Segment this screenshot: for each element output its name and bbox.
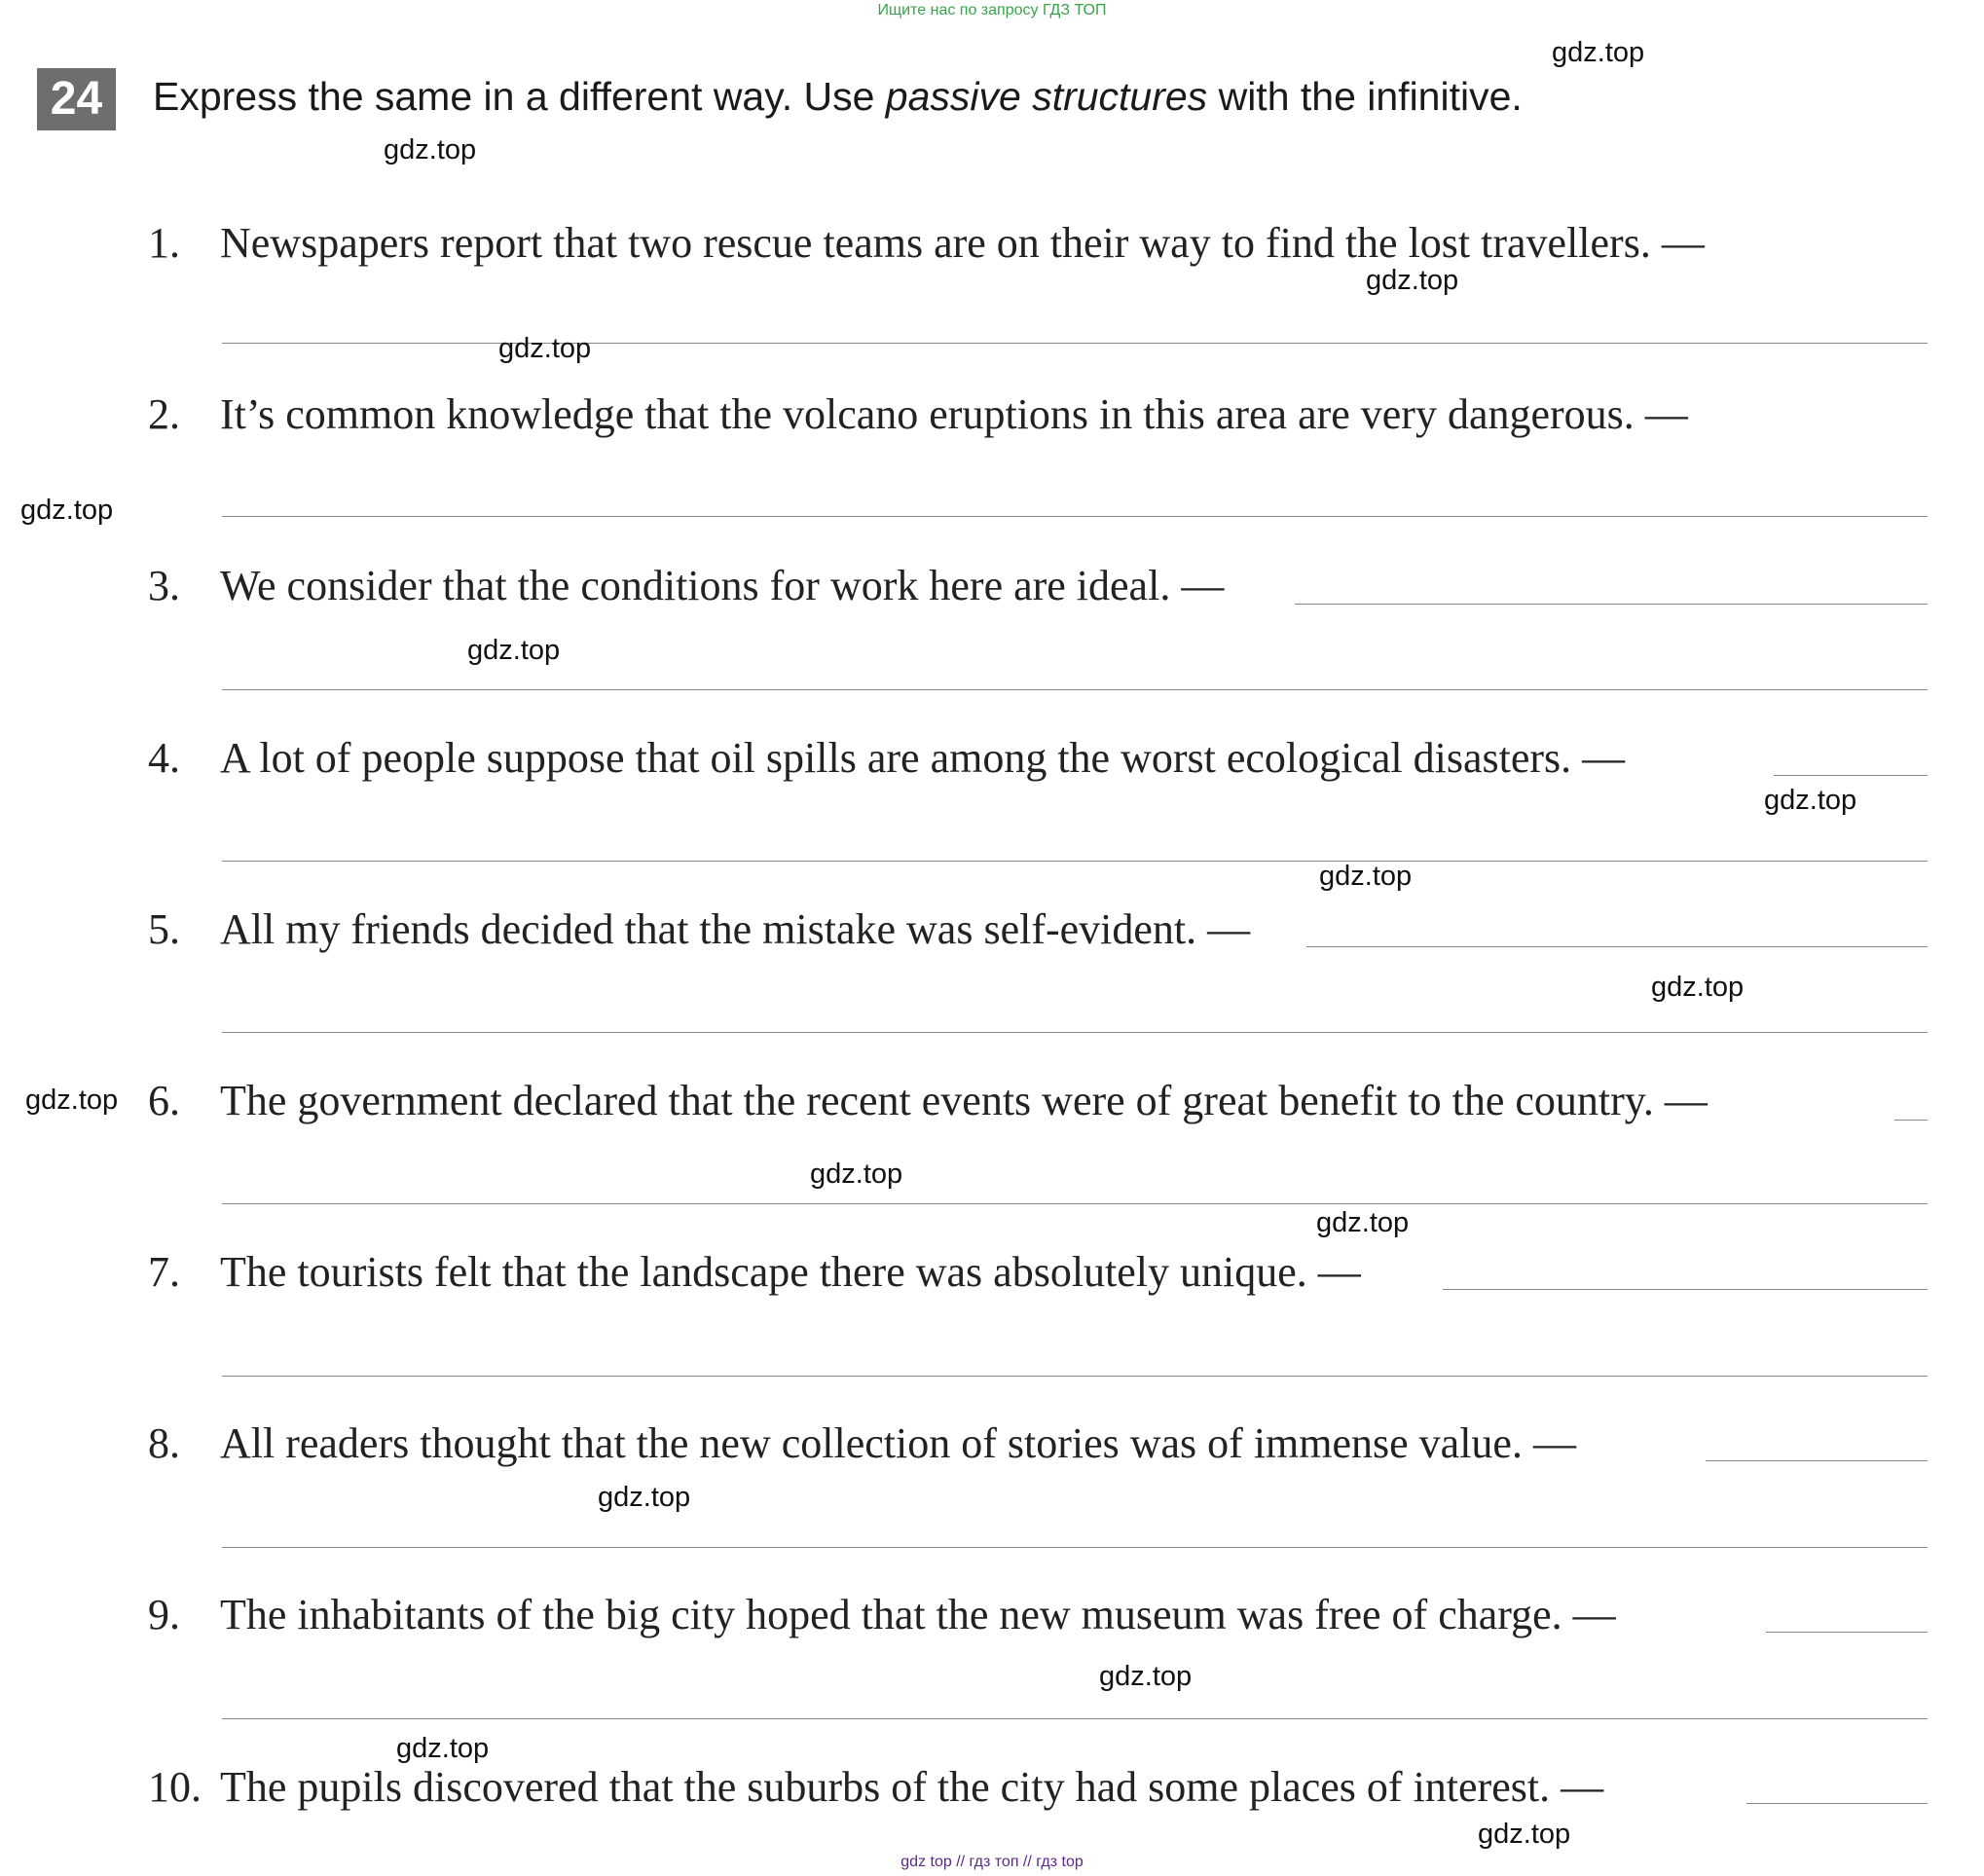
instruction-text-start: Express the same in a different way. Use [153, 74, 886, 119]
answer-line[interactable] [222, 516, 1928, 517]
item-number: 3. [148, 562, 180, 609]
answer-line[interactable] [222, 689, 1928, 690]
item-sentence: The inhabitants of the big city hoped that the new museum was free of charge. — [220, 1591, 1616, 1638]
answer-line[interactable] [222, 1032, 1928, 1033]
item-number: 7. [148, 1248, 180, 1296]
watermark: gdz.top [467, 635, 561, 666]
instruction-text-end: with the infinitive. [1207, 74, 1523, 119]
item-number: 9. [148, 1591, 180, 1638]
item-number: 2. [148, 390, 180, 438]
item-number: 8. [148, 1419, 180, 1467]
answer-line[interactable] [222, 861, 1928, 862]
answer-line-inline[interactable] [1443, 1289, 1928, 1290]
watermark: gdz.top [1366, 265, 1459, 296]
item-sentence: The government declared that the recent events were of great benefit to the country. — [220, 1077, 1708, 1124]
watermark: gdz.top [1478, 1819, 1571, 1850]
watermark: gdz.top [1651, 972, 1745, 1003]
exercise-instruction [153, 74, 1523, 120]
answer-line-inline[interactable] [1766, 1632, 1928, 1633]
item-sentence: All readers thought that the new collection of stories was of immense value. — [220, 1419, 1576, 1467]
answer-line-inline[interactable] [1894, 1120, 1928, 1121]
exercise-number-badge: 24 [37, 68, 116, 130]
answer-line-inline[interactable] [1295, 604, 1928, 605]
answer-line-inline[interactable] [1746, 1803, 1928, 1804]
answer-line[interactable] [222, 343, 1928, 344]
item-sentence: The pupils discovered that the suburbs of the city had some places of interest. — [220, 1763, 1604, 1811]
item-number: 4. [148, 734, 180, 782]
item-number: 10. [148, 1763, 202, 1811]
watermark: gdz.top [1552, 37, 1645, 68]
item-sentence: Newspapers report that two rescue teams are on their way to find the lost travellers. — [220, 219, 1705, 267]
item-sentence: A lot of people suppose that oil spills are among the worst ecological disasters. — [220, 734, 1626, 782]
item-number: 6. [148, 1077, 180, 1124]
item-sentence: All my friends decided that the mistake was self-evident. — [220, 905, 1251, 953]
watermark: gdz.top [384, 134, 477, 166]
watermark: gdz.top [1099, 1661, 1193, 1692]
watermark: gdz.top [498, 333, 592, 364]
answer-line-inline[interactable] [1306, 946, 1928, 947]
answer-line-inline[interactable] [1706, 1460, 1928, 1461]
answer-line[interactable] [222, 1718, 1928, 1719]
watermark: gdz.top [810, 1159, 903, 1190]
instruction-text-italic: passive structures [885, 74, 1208, 119]
item-sentence: The tourists felt that the landscape there was absolutely unique. — [220, 1248, 1361, 1296]
watermark: gdz.top [1316, 1207, 1410, 1238]
search-hint-banner: Ищите нас по запросу ГДЗ ТОП [877, 2, 1107, 18]
watermark: gdz.top [1319, 861, 1413, 892]
answer-line[interactable] [222, 1547, 1928, 1548]
watermark: gdz.top [25, 1085, 119, 1116]
watermark: gdz.top [20, 495, 114, 526]
answer-line[interactable] [222, 1203, 1928, 1204]
watermark: gdz.top [598, 1482, 691, 1513]
watermark: gdz.top [1764, 785, 1857, 816]
item-number: 5. [148, 905, 180, 953]
footer-links: gdz top // гдз топ // гдз top [900, 1854, 1084, 1870]
answer-line[interactable] [222, 1376, 1928, 1377]
item-sentence: We consider that the conditions for work here are ideal. — [220, 562, 1225, 609]
watermark: gdz.top [396, 1733, 490, 1764]
item-sentence: It’s common knowledge that the volcano eruptions in this area are very dangerous. — [220, 390, 1688, 438]
answer-line-inline[interactable] [1774, 775, 1928, 776]
item-number: 1. [148, 219, 180, 267]
